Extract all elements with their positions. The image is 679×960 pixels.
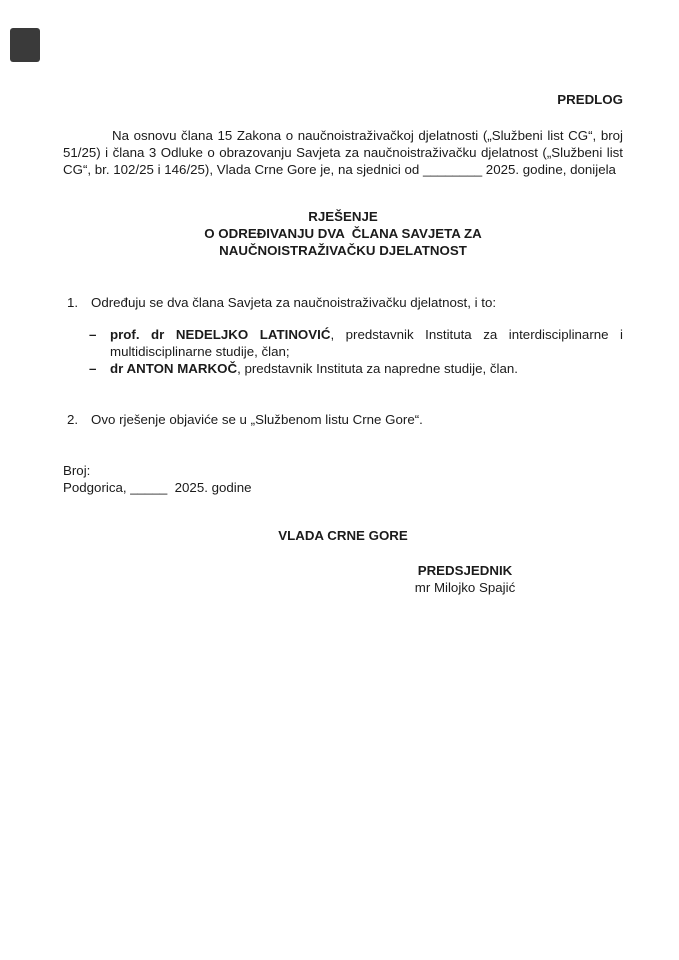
- signature-name: mr Milojko Spajić: [414, 580, 516, 595]
- member-role: , predstavnik Instituta za interdisciplinarne i multidisciplinarne studije, član;: [110, 327, 623, 359]
- dark-corner-mark: [10, 28, 40, 62]
- numbered-item-1: [67, 294, 623, 311]
- dash-bullet: –: [89, 327, 97, 342]
- place-date-line: Podgorica, _____ 2025. godine: [63, 480, 252, 495]
- item-1-number: 1.: [67, 295, 79, 310]
- list-item: [89, 326, 623, 360]
- item-2-text: Ovo rješenje objaviće se u „Službenom listu Crne Gore“.: [91, 412, 423, 427]
- document-title: [63, 208, 623, 259]
- member-name: prof. dr NEDELJKO LATINOVIĆ: [110, 327, 331, 342]
- signature-role: PREDSJEDNIK: [417, 563, 513, 578]
- document-content: [63, 0, 623, 596]
- title-line-2: O ODREĐIVANJU DVA ČLANA SAVJETA ZA: [204, 226, 482, 241]
- government-name: VLADA CRNE GORE: [278, 528, 408, 543]
- member-entry: [110, 326, 623, 360]
- signature-block: [360, 562, 570, 596]
- member-role: , predstavnik Instituta za napredne studije, član.: [237, 361, 518, 376]
- item-2-number: 2.: [67, 412, 79, 427]
- member-entry: [110, 360, 623, 377]
- dash-bullet: –: [89, 361, 97, 376]
- list-item: [89, 360, 623, 377]
- member-name: dr ANTON MARKOČ: [110, 361, 238, 376]
- doc-type-label: PREDLOG: [557, 92, 623, 107]
- title-line-1: RJEŠENJE: [308, 209, 378, 224]
- reference-block: [63, 462, 623, 496]
- title-line-3: NAUČNOISTRAŽIVAČKU DJELATNOST: [219, 243, 467, 258]
- member-list: [89, 326, 623, 377]
- number-label: Broj:: [63, 463, 91, 478]
- intro-paragraph: Na osnovu člana 15 Zakona o naučnoistraživačkoj djelatnosti („Službeni list CG“, broj 51/25) i člana 3 Odluke o obrazovanju Savjeta za naučnoistraživačku djelatnost („Službeni list CG“, br. 102/25 i 146/25), Vlada Crne Gore je, na sjednici od ________ 2025. godine, donijela: [63, 128, 623, 177]
- numbered-item-2: [67, 411, 623, 428]
- item-1-text: Određuju se dva člana Savjeta za naučnoistraživačku djelatnost, i to:: [91, 295, 497, 310]
